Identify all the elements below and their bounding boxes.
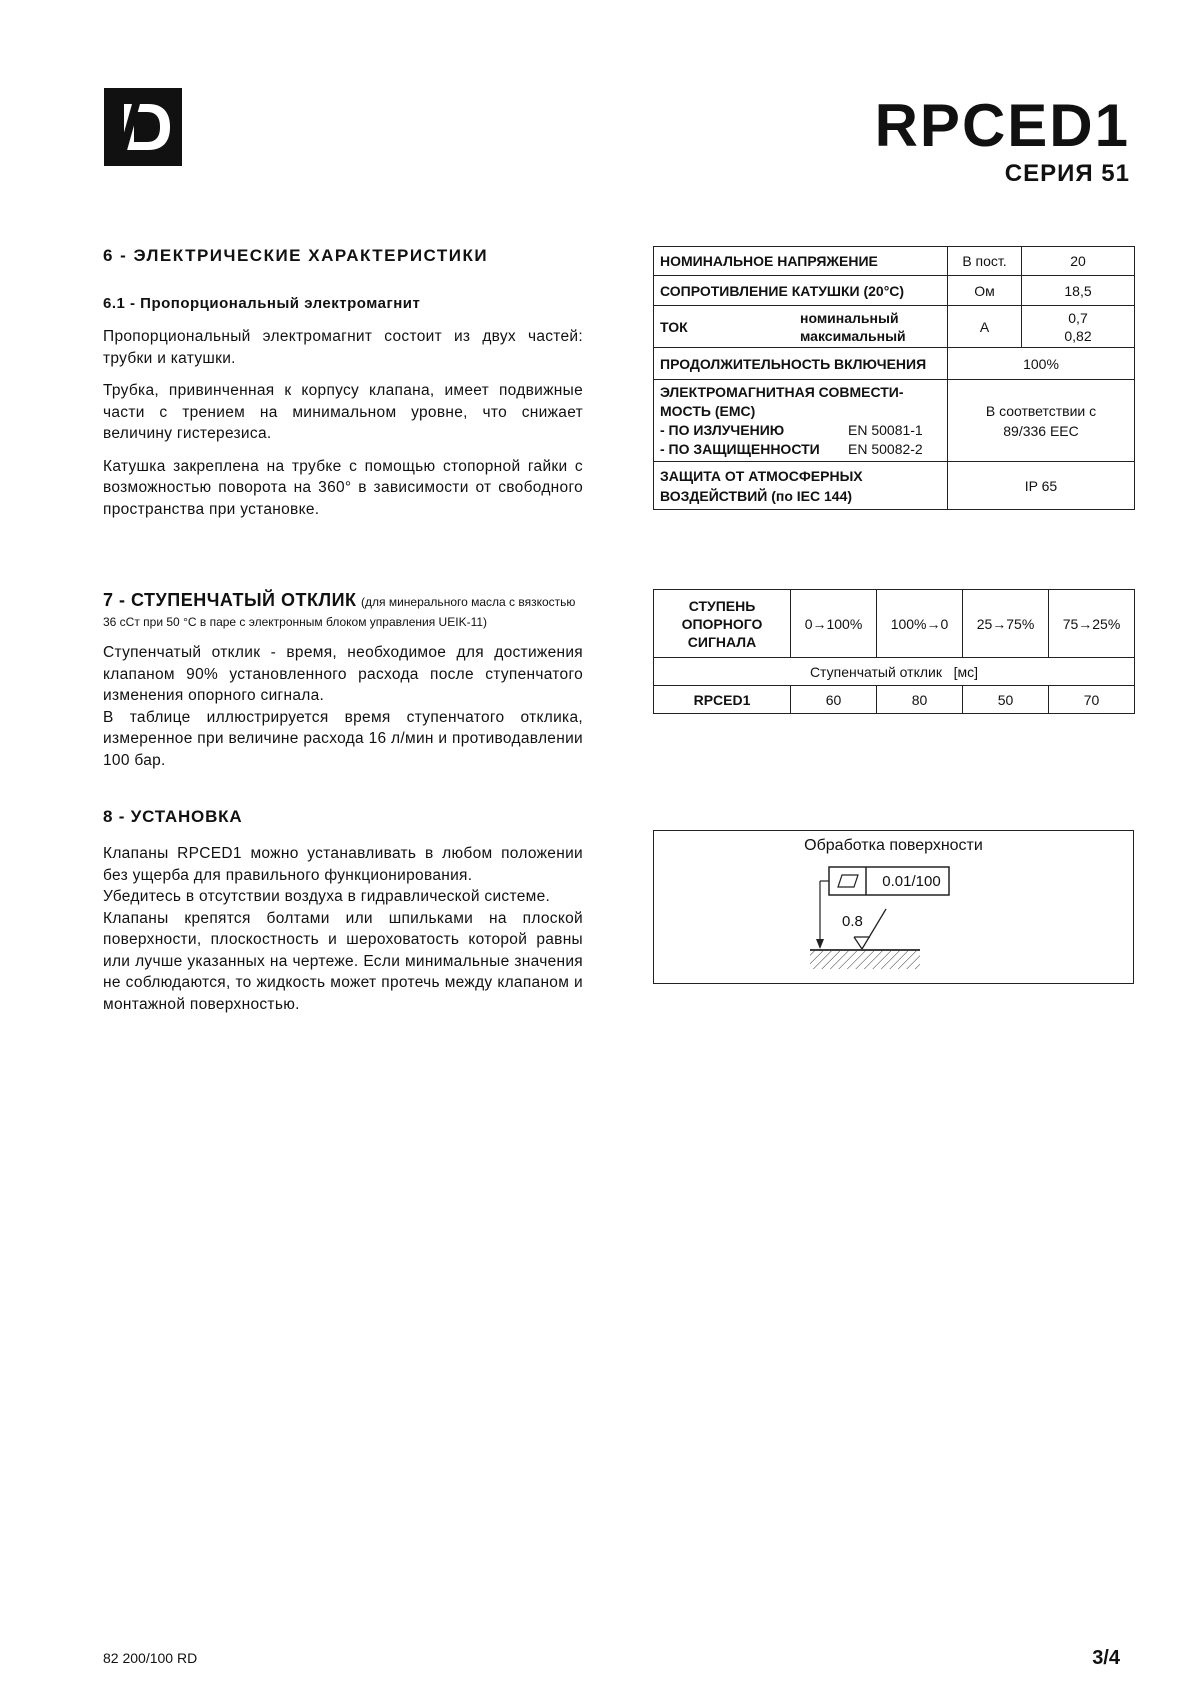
paragraph: Пропорциональный электромагнит состоит из двух частей: трубки и катушки. xyxy=(103,328,583,367)
table-row xyxy=(654,380,1135,462)
section6-text xyxy=(103,326,583,531)
row-label: RPCED1 xyxy=(654,686,791,714)
table-cell: 80 xyxy=(877,686,963,714)
section7-heading xyxy=(103,588,623,630)
step-response-table xyxy=(653,589,1135,714)
section7-note: 36 cСт при 50 °С в паре с электронным блоком управления UEIK-11) xyxy=(103,615,488,629)
spec-label: ПРОДОЛЖИТЕЛЬНОСТЬ ВКЛЮЧЕНИЯ xyxy=(654,348,948,380)
surface-hatch xyxy=(810,951,920,969)
spec-unit: В пост. xyxy=(948,247,1022,276)
spec-value: IP 65 xyxy=(948,462,1135,510)
step-header: 100%→0 xyxy=(877,590,963,658)
spec-value: 0,82 xyxy=(1064,327,1092,344)
model-title: RPCED1 xyxy=(874,92,1130,159)
spec-value: 20 xyxy=(1022,247,1135,276)
drawing-graphic xyxy=(654,831,1133,983)
roughness-value: 0.8 xyxy=(842,913,863,930)
spec-sublabel: - ПО ИЗЛУЧЕНИЮ xyxy=(660,421,785,438)
paragraph: Ступенчатый отклик - время, необходимое для достижения клапаном 90% установленного расхода после ступенчатого изменения опорного сигнала. xyxy=(103,644,583,704)
table-row xyxy=(654,306,1135,348)
spec-label-cell xyxy=(654,380,948,462)
paragraph: В таблице иллюстрируется время ступенчатого отклика, измеренное при величине расхода 16 л/мин и противодавлении 100 бар. xyxy=(103,708,583,769)
header-label: СИГНАЛА xyxy=(687,633,757,650)
surface-finish-drawing xyxy=(653,830,1134,984)
table-row xyxy=(654,658,1135,686)
spec-sublabel: номинальный xyxy=(800,309,899,326)
document-code: 82 200/100 RD xyxy=(103,1650,198,1666)
spec-standard: EN 50082-2 xyxy=(848,440,923,457)
spec-label: ВОЗДЕЙСТВИЙ (по IEC 144) xyxy=(660,487,853,504)
spec-sublabel: - ПО ЗАЩИЩЕННОСТИ xyxy=(660,440,820,457)
spec-standard: EN 50081-1 xyxy=(848,421,923,438)
company-logo xyxy=(104,88,182,166)
spec-unit: Ом xyxy=(948,276,1022,306)
table-cell: 50 xyxy=(963,686,1049,714)
spec-label: НОМИНАЛЬНОЕ НАПРЯЖЕНИЕ xyxy=(654,247,948,276)
spec-label-cell xyxy=(654,306,948,348)
page-number: 3/4 xyxy=(1092,1647,1120,1669)
section7-text xyxy=(103,642,583,782)
spec-label: СОПРОТИВЛЕНИЕ КАТУШКИ (20°C) xyxy=(654,276,948,306)
spec-value: 100% xyxy=(948,348,1135,380)
table-row xyxy=(654,462,1135,510)
spec-label-cell xyxy=(654,462,948,510)
leader-arrow-icon xyxy=(816,939,824,949)
section6-title: 6 - ЭЛЕКТРИЧЕСКИЕ ХАРАКТЕРИСТИКИ xyxy=(103,246,489,265)
table-row xyxy=(654,276,1135,306)
drawing-title: Обработка поверхности xyxy=(804,837,983,854)
paragraph: Клапаны крепятся болтами или шпильками на плоской поверхности, плоскостность и шероховатость которой равны или лучше указанных на чертеже. Если минимальные значения не соблюдаются, то жидкость может протечь между клапаном и монтажной поверхностью. xyxy=(103,909,583,1013)
header-label: СТУПЕНЬ xyxy=(688,597,756,614)
table-cell: 60 xyxy=(791,686,877,714)
paragraph: Катушка закреплена на трубке с помощью стопорной гайки с возможностью поворота на 360° в зависимости от свободного пространства при установке. xyxy=(103,457,583,518)
spec-unit: A xyxy=(948,306,1022,348)
section8-title: 8 - УСТАНОВКА xyxy=(103,807,243,826)
paragraph: Трубка, привинченная к корпусу клапана, имеет подвижные части с трением на минимальном уровне, что снижает величину гистерезиса. xyxy=(103,382,583,442)
spec-sublabel: максимальный xyxy=(800,327,906,344)
section7-title: 7 - СТУПЕНЧАТЫЙ ОТКЛИК xyxy=(103,590,357,610)
table-subheader: Ступенчатый отклик [мс] xyxy=(654,658,1135,686)
spec-label: ЗАЩИТА ОТ АТМОСФЕРНЫХ xyxy=(660,467,863,484)
spec-value-cell xyxy=(948,380,1135,462)
series-label: СЕРИЯ 51 xyxy=(1004,160,1130,187)
step-header: 75→25% xyxy=(1049,590,1135,658)
table-row xyxy=(654,247,1135,276)
spec-label: МОСТЬ (ЕМС) xyxy=(660,402,756,419)
step-header: 25→75% xyxy=(963,590,1049,658)
spec-value: 0,7 xyxy=(1068,309,1088,326)
table-header-cell xyxy=(654,590,791,658)
electrical-specs-table xyxy=(653,246,1135,510)
section8-text xyxy=(103,843,583,1026)
spec-value: 89/336 EEC xyxy=(1003,422,1079,439)
flatness-value: 0.01/100 xyxy=(882,873,941,890)
section7-note: (для минерального масла с вязкостью xyxy=(361,595,576,609)
spec-value: 18,5 xyxy=(1022,276,1135,306)
paragraph: Клапаны RPCED1 можно устанавливать в любом положении без ущерба для правильного функционирования. xyxy=(103,845,583,884)
spec-value: В соответствии с xyxy=(985,402,1097,419)
section6-subtitle: 6.1 - Пропорциональный электромагнит xyxy=(103,295,421,312)
table-cell: 70 xyxy=(1049,686,1135,714)
paragraph: Убедитесь в отсутствии воздуха в гидравлической системе. xyxy=(103,888,551,905)
header-label: ОПОРНОГО xyxy=(681,615,763,632)
spec-value-cell xyxy=(1022,306,1135,348)
table-row xyxy=(654,348,1135,380)
table-row xyxy=(654,686,1135,714)
step-header: 0→100% xyxy=(791,590,877,658)
spec-label: ТОК xyxy=(660,318,688,335)
table-row xyxy=(654,590,1135,658)
spec-label: ЭЛЕКТРОМАГНИТНАЯ СОВМЕСТИ- xyxy=(660,383,904,400)
